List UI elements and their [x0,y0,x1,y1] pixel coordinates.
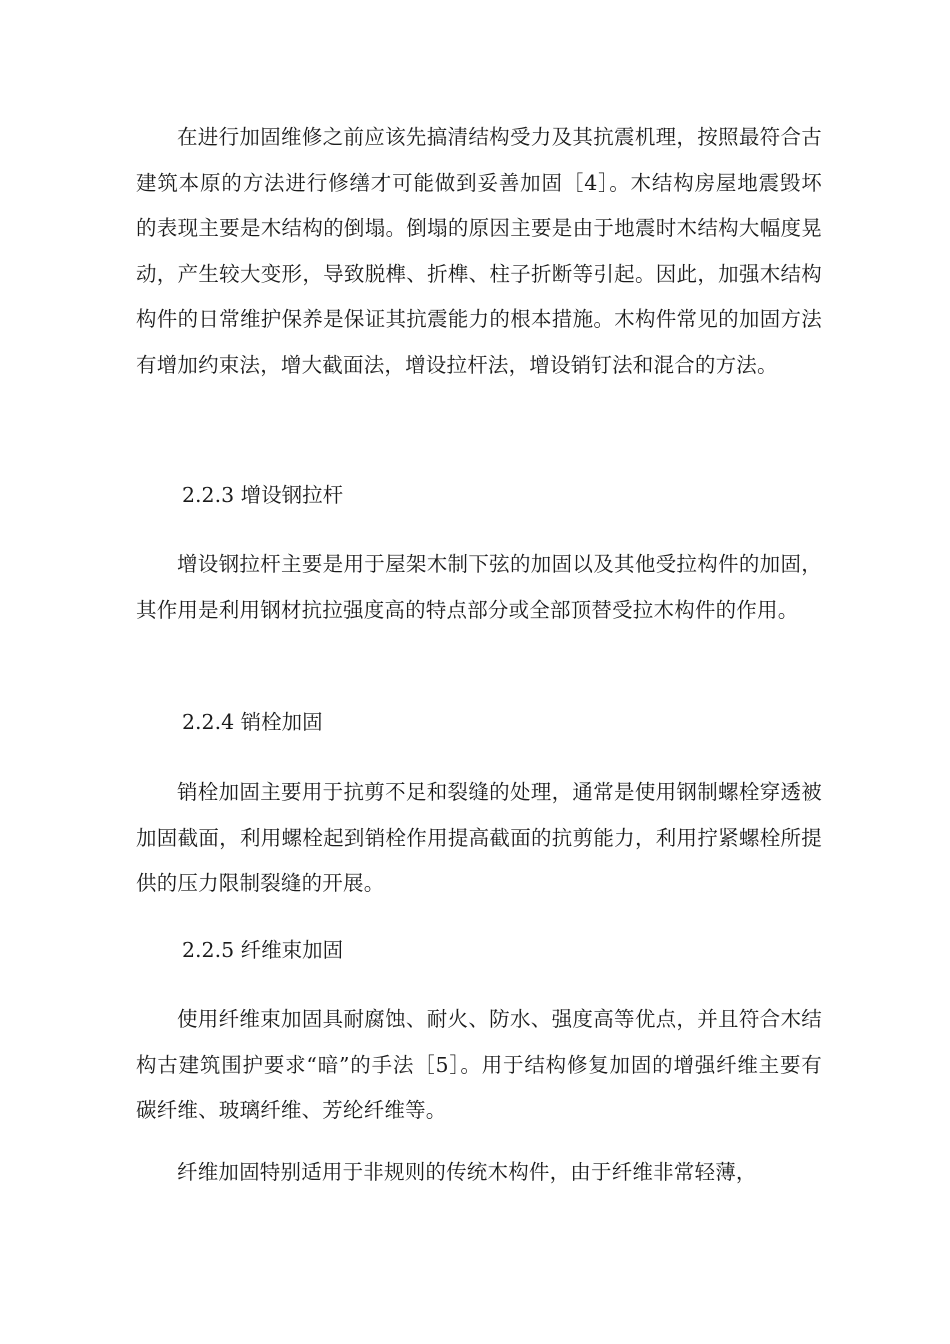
paragraph-steel-tie-rod: 增设钢拉杆主要是用于屋架木制下弦的加固以及其他受拉构件的加固，其作用是利用钢材抗拉强度高的特点部分或全部顶替受拉木构件的作用。 [136,552,822,622]
paragraph-bolt-reinforcement: 销栓加固主要用于抗剪不足和裂缝的处理，通常是使用钢制螺栓穿透被加固截面，利用螺栓起到销栓作用提高截面的抗剪能力，利用拧紧螺栓所提供的压力限制裂缝的开展。 [136,780,822,896]
section-heading-2-2-4: 2.2.4 销栓加固 [182,710,323,734]
section-heading-2-2-3: 2.2.3 增设钢拉杆 [182,483,344,507]
section-heading-2-2-5: 2.2.5 纤维束加固 [182,938,344,962]
paragraph-seismic-reinforcement: 在进行加固维修之前应该先搞清结构受力及其抗震机理，按照最符合古建筑本原的方法进行修缮才可能做到妥善加固［4］。木结构房屋地震毁坏的表现主要是木结构的倒塌。倒塌的原因主要是由于地震时木结构大幅度晃动，产生较大变形，导致脱榫、折榫、柱子折断等引起。因此，加强木结构构件的日常维护保养是保证其抗震能力的根本措施。木构件常见的加固方法有增加约束法，增大截面法，增设拉杆法，增设销钉法和混合的方法。 [136,125,822,377]
paragraph-fiber-irregular-members: 纤维加固特别适用于非规则的传统木构件，由于纤维非常轻薄， [177,1160,757,1184]
paragraph-fiber-bundle-reinforcement: 使用纤维束加固具耐腐蚀、耐火、防水、强度高等优点，并且符合木结构古建筑围护要求“暗”的手法［5］。用于结构修复加固的增强纤维主要有碳纤维、玻璃纤维、芳纶纤维等。 [136,1007,822,1123]
